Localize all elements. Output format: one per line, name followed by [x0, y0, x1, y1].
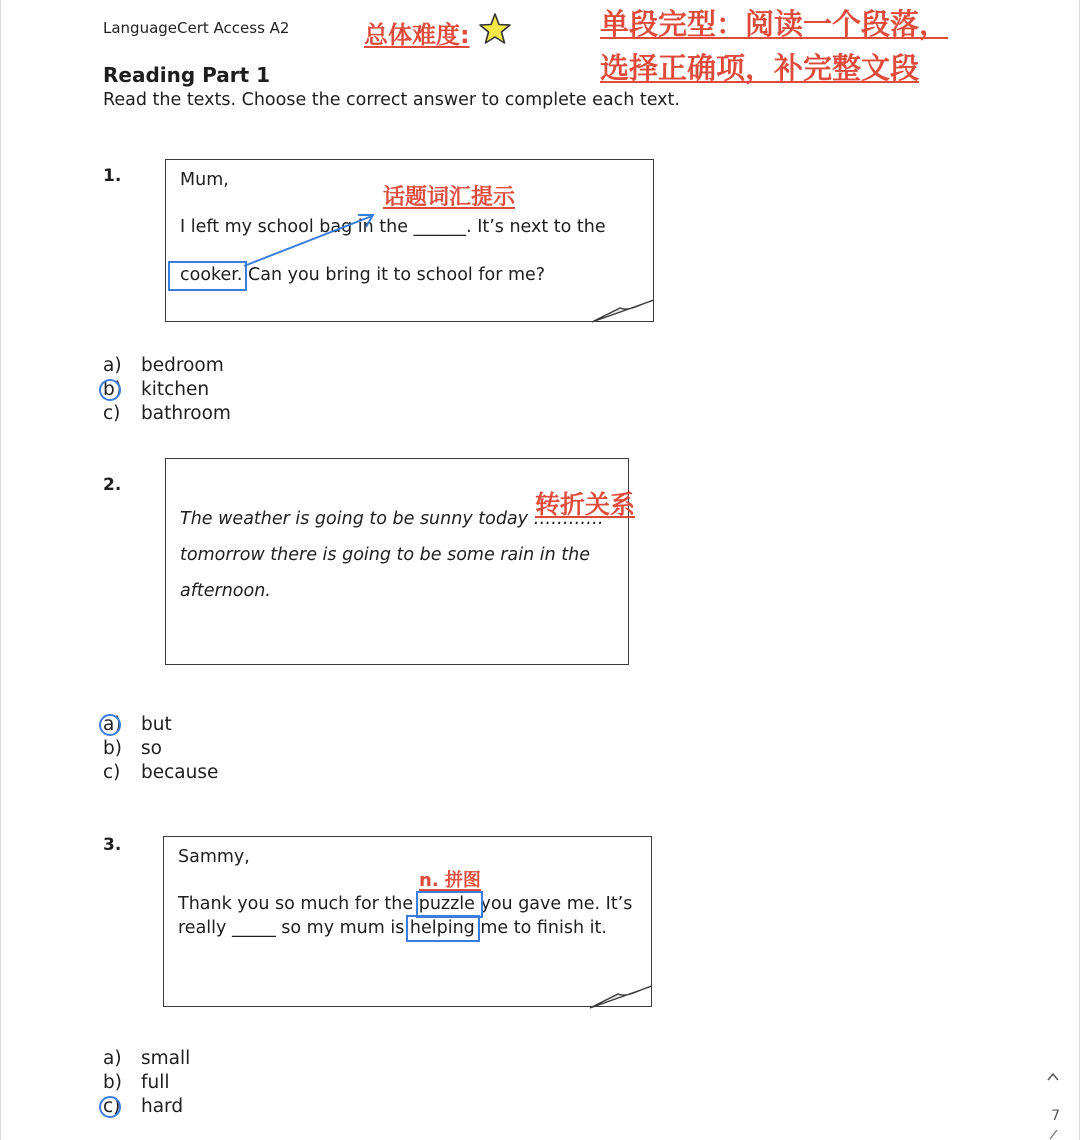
option-row[interactable] [103, 1095, 190, 1119]
options-q1 [103, 354, 231, 426]
option-letter: a) [103, 355, 122, 376]
answer-circle [99, 379, 121, 401]
question-number: 2. [103, 475, 122, 495]
chevron-up-icon[interactable] [1046, 1070, 1060, 1084]
option-letter: c) [103, 403, 121, 424]
option-letter: a) [103, 714, 122, 735]
page-left-edge [0, 0, 1, 1140]
note-line: really _____ so my mum is helping me to finish it. [178, 918, 607, 938]
star-icon [478, 12, 512, 46]
section-title: Reading Part 1 [103, 63, 271, 87]
note-line: afternoon. [180, 581, 271, 601]
contrast-annotation: 转折关系 [535, 490, 636, 519]
task-type-annotation-line1: 单段完型：阅读一个段落， [600, 7, 949, 41]
option-row[interactable] [103, 737, 218, 761]
option-letter: b) [103, 379, 122, 400]
option-letter: c) [103, 1096, 121, 1117]
highlight-box-puzzle [416, 891, 483, 918]
option-row[interactable] [103, 402, 231, 426]
note-line: The weather is going to be sunny today ………… [180, 509, 604, 529]
option-row[interactable] [103, 354, 231, 378]
question-number: 1. [103, 166, 122, 186]
option-letter: a) [103, 1048, 122, 1069]
option-text: but [141, 714, 172, 735]
task-type-annotation-line2: 选择正确项，补完整文段 [600, 51, 920, 85]
option-text: because [141, 762, 219, 783]
question-number: 3. [103, 835, 122, 855]
option-text: bedroom [141, 355, 224, 376]
note-line: Thank you so much for the puzzle you gave me. It’s [178, 894, 633, 914]
option-text: hard [141, 1096, 184, 1117]
option-text: so [141, 738, 162, 759]
arrow-icon [240, 208, 380, 272]
note-line: Mum, [180, 170, 229, 190]
page-number: 7 [1051, 1108, 1060, 1124]
option-text: full [141, 1072, 170, 1093]
options-q2 [103, 713, 218, 785]
option-text: bathroom [141, 403, 231, 424]
option-row[interactable] [103, 761, 218, 785]
page-curl-icon [590, 298, 656, 324]
puzzle-meaning-annotation: n. 拼图 [419, 870, 481, 891]
difficulty-annotation: 总体难度: [364, 21, 470, 49]
option-row[interactable] [103, 1071, 190, 1095]
highlight-box-helping [406, 915, 480, 942]
option-letter: b) [103, 1072, 122, 1093]
answer-circle [99, 1096, 121, 1118]
page-curl-icon [588, 984, 654, 1010]
exam-label: LanguageCert Access A2 [103, 19, 290, 37]
topic-vocab-annotation: 话题词汇提示 [383, 185, 516, 210]
highlight-box-cooker [168, 261, 247, 291]
option-row[interactable] [103, 713, 218, 737]
note-line: tomorrow there is going to be some rain in the [180, 545, 590, 565]
answer-circle [99, 714, 121, 736]
note-line: cooker. Can you bring it to school for me? [180, 265, 546, 285]
option-letter: b) [103, 738, 122, 759]
option-row[interactable] [103, 378, 231, 402]
options-q3 [103, 1047, 190, 1119]
option-letter: c) [103, 762, 121, 783]
note-line: Sammy, [178, 847, 250, 867]
scroll-indicator-icon [1046, 1126, 1060, 1140]
option-row[interactable] [103, 1047, 190, 1071]
note-line: I left my school bag in the ______. It’s next to the [180, 217, 606, 237]
instructions: Read the texts. Choose the correct answer to complete each text. [103, 90, 680, 110]
option-text: kitchen [141, 379, 210, 400]
option-text: small [141, 1048, 191, 1069]
